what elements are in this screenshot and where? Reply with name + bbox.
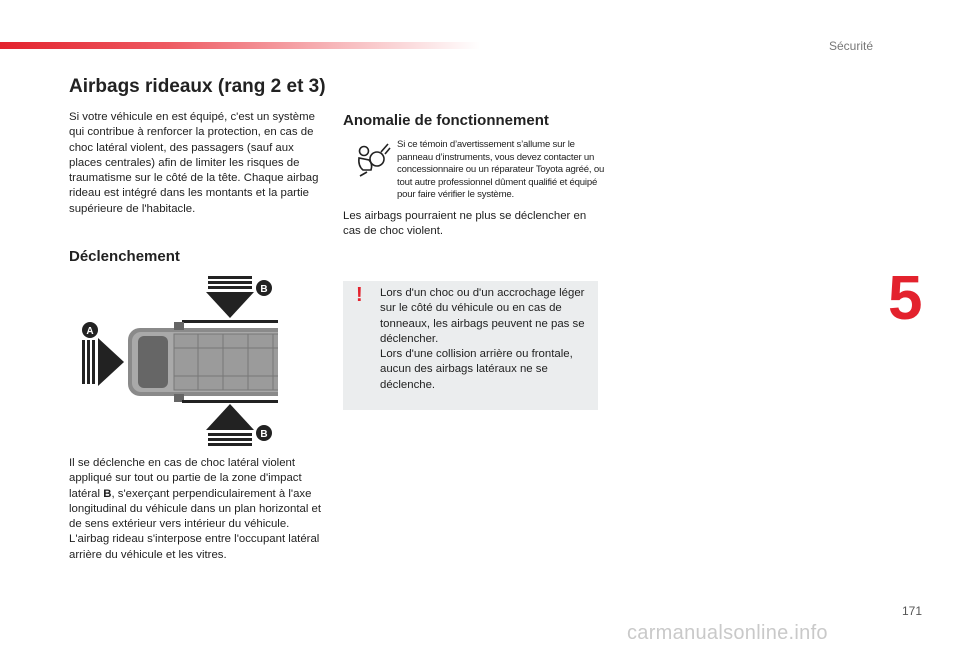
vehicle-top-view <box>128 322 278 402</box>
declenchement-text <box>69 456 331 563</box>
declenchement-text-line2: L'airbag rideau s'interpose entre l'occupant latéral arrière du véhicule et les vitres. <box>69 533 320 561</box>
exclamation-icon: ! <box>356 284 363 306</box>
note-line-1: Lors d'un choc ou d'un accrochage léger sur le côté du véhicule ou en cas de tonneaux, les airbags peuvent ne pas se déclencher. <box>380 287 585 345</box>
note-line-2: Lors d'une collision arrière ou frontale, aucun des airbags latéraux ne se déclenche. <box>380 348 573 391</box>
side-impact-diagram <box>78 272 278 447</box>
heading-declenchement: Déclenchement <box>69 248 180 265</box>
heading-anomalie: Anomalie de fonctionnement <box>343 112 549 129</box>
chapter-number: 5 <box>888 264 923 333</box>
declenchement-text-before: Il se déclenche en cas de choc latéral violent appliqué sur tout ou partie de la zone d'impact latéral <box>69 457 302 500</box>
header-accent-bar <box>0 42 480 49</box>
page-number: 171 <box>902 604 923 618</box>
page-title: Airbags rideaux (rang 2 et 3) <box>69 76 326 97</box>
airbag-warning-icon <box>355 142 391 178</box>
declenchement-text-after: , s'exerçant perpendiculairement à l'axe longitudinal du véhicule dans un plan horizontal et de sens extérieur vers intérieur du véhicule. <box>69 487 322 531</box>
label-b-bottom: B <box>260 429 268 440</box>
label-b-top: B <box>260 284 268 295</box>
note-text <box>380 286 590 393</box>
intro-paragraph: Si votre véhicule en est équipé, c'est un système qui contribue à renforcer la protection, en cas de choc latéral violent, des passagers (sauf aux places centrales) afin de limiter les risques de traumatisme sur le côté de la tête. Chaque airbag rideau est intégré dans les montants et la partie supérieure de l'habitacle. <box>69 111 319 215</box>
declenchement-text-bold: B <box>103 487 112 500</box>
section-title: Sécurité <box>828 39 873 53</box>
watermark: carmanualsonline.info <box>627 622 828 644</box>
label-a: A <box>86 326 94 337</box>
impact-arrow-front <box>82 338 124 386</box>
warning-lamp-text: Si ce témoin d’avertissement s’allume sur le panneau d’instruments, vous devez contacter un concessionnaire ou un réparateur Toyota agréé, ou tout autre professionnel dûment qualifié et équipé pour faire vérifier le système. <box>397 139 605 201</box>
anomalie-consequence-text: Les airbags pourraient ne plus se déclencher en cas de choc violent. <box>343 210 587 238</box>
